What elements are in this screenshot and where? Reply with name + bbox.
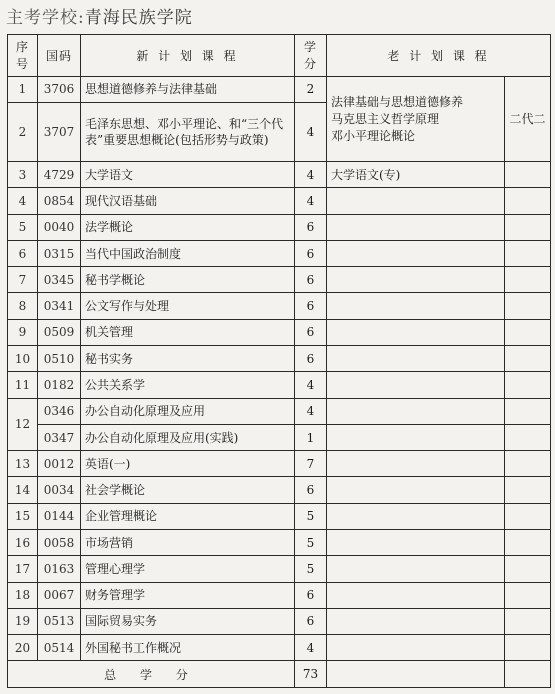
row-course-name: 市场营销 [81, 530, 295, 556]
row-credit: 6 [295, 267, 327, 293]
row-course-name: 公文写作与处理 [81, 293, 295, 319]
row-credit: 6 [295, 293, 327, 319]
old-course-item: 法律基础与思想道德修养 [331, 94, 464, 109]
row-no: 15 [8, 503, 38, 529]
row-code: 3706 [38, 76, 81, 102]
school-name: 青海民族学院 [84, 8, 193, 28]
row-code: 0012 [38, 451, 81, 477]
old-empty-cell [505, 556, 551, 582]
row-credit: 1 [295, 424, 327, 450]
row-course-name: 公共关系学 [81, 372, 295, 398]
table-row [8, 76, 551, 102]
row-course-name: 企业管理概论 [81, 503, 295, 529]
row-course-name: 大学语文 [81, 162, 295, 188]
table-row [8, 293, 551, 319]
old-empty-cell [505, 477, 551, 503]
total-value: 73 [295, 661, 327, 688]
old-empty-cell [327, 240, 505, 266]
row-credit: 4 [295, 398, 327, 424]
table-row [8, 635, 551, 661]
old-empty-cell [505, 162, 551, 188]
old-empty-cell [327, 293, 505, 319]
row-credit: 4 [295, 102, 327, 161]
row-code: 4729 [38, 162, 81, 188]
table-row [8, 424, 551, 450]
row-credit: 4 [295, 188, 327, 214]
old-empty-cell [505, 240, 551, 266]
row-no: 16 [8, 530, 38, 556]
row-code: 0345 [38, 267, 81, 293]
old-empty-cell [327, 372, 505, 398]
row-credit: 7 [295, 451, 327, 477]
table-row [8, 556, 551, 582]
row-code: 0067 [38, 582, 81, 608]
table-row [8, 346, 551, 372]
old-empty-cell [327, 398, 505, 424]
old-empty-cell [505, 267, 551, 293]
row-course-name: 英语(一) [81, 451, 295, 477]
row-no: 7 [8, 267, 38, 293]
row-credit: 6 [295, 214, 327, 240]
row-course-name: 毛泽东思想、邓小平理论、和“三个代表”重要思想概论(包括形势与政策) [81, 102, 295, 161]
row-credit: 5 [295, 503, 327, 529]
header-credit: 学分 [295, 35, 327, 77]
header-no: 序号 [8, 35, 38, 77]
row-course-name: 法学概论 [81, 214, 295, 240]
row-credit: 6 [295, 319, 327, 345]
row-no: 17 [8, 556, 38, 582]
old-empty-cell [505, 451, 551, 477]
row-no: 6 [8, 240, 38, 266]
row-course-name: 财务管理学 [81, 582, 295, 608]
table-row [8, 477, 551, 503]
old-empty-cell [505, 372, 551, 398]
row-credit: 5 [295, 530, 327, 556]
row-code: 0513 [38, 608, 81, 634]
row-credit: 5 [295, 556, 327, 582]
row-credit: 6 [295, 477, 327, 503]
row-no: 1 [8, 76, 38, 102]
row-course-name: 办公自动化原理及应用(实践) [81, 424, 295, 450]
old-empty-cell [327, 214, 505, 240]
table-row [8, 582, 551, 608]
row-course-name: 现代汉语基础 [81, 188, 295, 214]
table-row [8, 188, 551, 214]
table-row [8, 214, 551, 240]
old-empty-cell [327, 267, 505, 293]
old-course-item: 邓小平理论概论 [331, 128, 416, 143]
old-empty-cell [327, 556, 505, 582]
table-row [8, 267, 551, 293]
row-no: 2 [8, 102, 38, 161]
row-no: 8 [8, 293, 38, 319]
row-credit: 6 [295, 582, 327, 608]
table-row [8, 451, 551, 477]
table-row [8, 608, 551, 634]
row-no: 3 [8, 162, 38, 188]
row-code: 0509 [38, 319, 81, 345]
row-course-name: 思想道德修养与法律基础 [81, 76, 295, 102]
row-code: 0144 [38, 503, 81, 529]
row-no: 12 [8, 398, 38, 451]
old-empty-cell [505, 424, 551, 450]
row-code: 0040 [38, 214, 81, 240]
old-empty-cell [505, 503, 551, 529]
table-row [8, 372, 551, 398]
school-label: 主考学校: [6, 8, 85, 28]
old-empty-cell [327, 530, 505, 556]
old-empty-cell [327, 661, 505, 688]
old-empty-cell [327, 451, 505, 477]
row-no: 10 [8, 346, 38, 372]
header-old-plan: 老 计 划 课 程 [327, 35, 551, 77]
old-empty-cell [505, 530, 551, 556]
old-empty-cell [505, 398, 551, 424]
row-course-name: 办公自动化原理及应用 [81, 398, 295, 424]
header-code: 国码 [38, 35, 81, 77]
row-code: 0854 [38, 188, 81, 214]
old-empty-cell [327, 424, 505, 450]
old-empty-cell [327, 582, 505, 608]
row-code: 0034 [38, 477, 81, 503]
row-code: 0058 [38, 530, 81, 556]
row-code: 3707 [38, 102, 81, 161]
table-row [8, 162, 551, 188]
old-empty-cell [327, 319, 505, 345]
row-credit: 2 [295, 76, 327, 102]
old-empty-cell [505, 293, 551, 319]
row-credit: 4 [295, 372, 327, 398]
table-row [8, 503, 551, 529]
row-course-name: 社会学概论 [81, 477, 295, 503]
old-courses-group1-side: 二代二 [505, 76, 551, 161]
row-course-name: 当代中国政治制度 [81, 240, 295, 266]
row-no: 20 [8, 635, 38, 661]
row-credit: 6 [295, 346, 327, 372]
row-code: 0315 [38, 240, 81, 266]
row-course-name: 秘书学概论 [81, 267, 295, 293]
header-row [8, 35, 551, 77]
school-line [6, 3, 193, 28]
row-course-name: 机关管理 [81, 319, 295, 345]
table-row [8, 240, 551, 266]
old-empty-cell [327, 503, 505, 529]
row-course-name: 管理心理学 [81, 556, 295, 582]
old-empty-cell [505, 608, 551, 634]
row-code: 0182 [38, 372, 81, 398]
row-no: 19 [8, 608, 38, 634]
row-no: 14 [8, 477, 38, 503]
old-course-item: 马克思主义哲学原理 [331, 111, 440, 126]
old-empty-cell [505, 582, 551, 608]
row-code: 0510 [38, 346, 81, 372]
row-no: 18 [8, 582, 38, 608]
row-code: 0346 [38, 398, 81, 424]
row-code: 0514 [38, 635, 81, 661]
old-empty-cell [327, 608, 505, 634]
header-new-plan: 新 计 划 课 程 [81, 35, 295, 77]
old-empty-cell [505, 319, 551, 345]
old-empty-cell [327, 346, 505, 372]
row-no: 4 [8, 188, 38, 214]
row-no: 13 [8, 451, 38, 477]
old-empty-cell [327, 635, 505, 661]
old-empty-cell [505, 214, 551, 240]
old-empty-cell [505, 346, 551, 372]
row-course-name: 国际贸易实务 [81, 608, 295, 634]
table-row [8, 398, 551, 424]
row-no: 11 [8, 372, 38, 398]
row-code: 0347 [38, 424, 81, 450]
table-row [8, 319, 551, 345]
total-row [8, 661, 551, 688]
row-credit: 4 [295, 635, 327, 661]
old-empty-cell [505, 661, 551, 688]
row-course-name: 秘书实务 [81, 346, 295, 372]
row-code: 0341 [38, 293, 81, 319]
course-table [7, 34, 551, 688]
row-no: 9 [8, 319, 38, 345]
total-label: 总 学 分 [8, 661, 295, 688]
table-row [8, 530, 551, 556]
old-empty-cell [505, 635, 551, 661]
old-empty-cell [327, 477, 505, 503]
row-no: 5 [8, 214, 38, 240]
old-courses-group1 [327, 76, 505, 161]
row-credit: 6 [295, 240, 327, 266]
old-empty-cell [327, 188, 505, 214]
old-courses-group2: 大学语文(专) [327, 162, 505, 188]
row-code: 0163 [38, 556, 81, 582]
row-credit: 4 [295, 162, 327, 188]
row-course-name: 外国秘书工作概况 [81, 635, 295, 661]
row-credit: 6 [295, 608, 327, 634]
old-empty-cell [505, 188, 551, 214]
